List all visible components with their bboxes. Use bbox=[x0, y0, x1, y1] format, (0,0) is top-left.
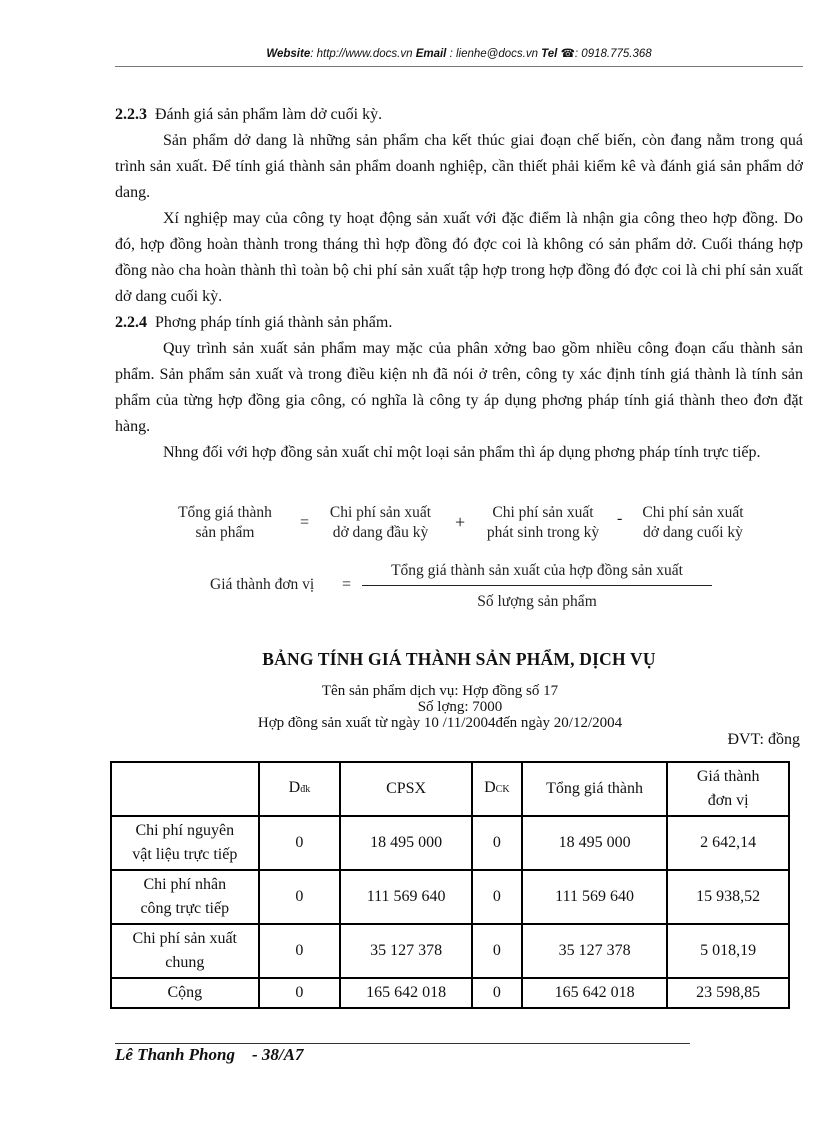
page-number: - 38/A7 bbox=[251, 1045, 304, 1064]
website-label: Website bbox=[266, 48, 311, 60]
formula1-equals: = bbox=[300, 514, 310, 531]
paragraph: Sản phẩm dở dang là những sản phẩm cha kết thúc giai đoạn chế biến, còn đang nằm trong quá trình sản xuất. Để tính giá thành sản phẩm doanh nghiệp, cần thiết phải kiểm kê và đánh giá sản phẩm dở dang. bbox=[115, 132, 803, 201]
fraction-bar bbox=[362, 585, 712, 586]
table-title: BẢNG TÍNH GIÁ THÀNH SẢN PHẨM, DỊCH VỤ bbox=[262, 649, 656, 669]
table-header-row bbox=[111, 762, 789, 816]
paragraph: Xí nghiệp may của công ty hoạt động sản xuất với đặc điểm là nhận gia công theo hợp đồng. Do đó, hợp đồng hoàn thành trong tháng thì hợp đồng đó đợc coi là không có sản phẩm dở. Cuối tháng hợp đồng nào cha hoàn thành thì toàn bộ chi phí sản xuất tập hợp trong hợp đồng đó đợc coi là chi phí sản xuất dở dang cuối kỳ. bbox=[115, 210, 803, 305]
website-value: : http://www.docs.vn bbox=[310, 48, 413, 60]
cell-cpsx: 18 495 000 bbox=[340, 816, 472, 870]
header-divider bbox=[115, 66, 803, 67]
cost-table bbox=[110, 761, 790, 1009]
section-number: 2.2.3 bbox=[115, 106, 147, 123]
formula1-minus: - bbox=[617, 510, 623, 527]
cell-cpsx: 111 569 640 bbox=[340, 870, 472, 924]
cell-d-dk: 0 bbox=[259, 816, 341, 870]
page-header bbox=[115, 46, 803, 60]
formula2-equals: = bbox=[342, 576, 352, 593]
cell-total: 18 495 000 bbox=[522, 816, 668, 870]
table-row bbox=[111, 870, 789, 924]
section-title: Đánh giá sản phẩm làm dở cuối kỳ. bbox=[155, 106, 383, 123]
table-total-row bbox=[111, 978, 789, 1008]
cell-unit-price: 15 938,52 bbox=[667, 870, 789, 924]
total-unit-price: 23 598,85 bbox=[667, 978, 789, 1008]
cell-d-dk: 0 bbox=[259, 924, 341, 978]
cell-d-ck: 0 bbox=[472, 816, 522, 870]
period-line: Hợp đồng sản xuất từ ngày 10 /11/2004đến ngày 20/12/2004 bbox=[257, 715, 623, 731]
total-d-dk: 0 bbox=[259, 978, 341, 1008]
unit-label: ĐVT: đồng bbox=[727, 731, 800, 748]
cell-cpsx: 35 127 378 bbox=[340, 924, 472, 978]
row-label: Chi phí nguyên vật liệu trực tiếp bbox=[111, 816, 259, 870]
footer-divider bbox=[115, 1043, 690, 1044]
header-d-ck: DCK bbox=[472, 762, 522, 816]
tel-value: : 0918.775.368 bbox=[574, 48, 652, 60]
table-row bbox=[111, 816, 789, 870]
phone-icon: ☎ bbox=[560, 48, 575, 60]
quantity-line: Số lợng: 7000 bbox=[417, 699, 503, 715]
paragraph: Nhng đối với hợp đồng sản xuất chỉ một loại sản phẩm thì áp dụng phơng pháp tính trực tiếp. bbox=[163, 444, 761, 461]
cell-total: 111 569 640 bbox=[522, 870, 668, 924]
total-cpsx: 165 642 018 bbox=[340, 978, 472, 1008]
cell-d-ck: 0 bbox=[472, 870, 522, 924]
tel-label: Tel bbox=[541, 48, 558, 60]
body-text bbox=[115, 102, 803, 466]
row-label: Chi phí sản xuất chung bbox=[111, 924, 259, 978]
row-label: Chi phí nhân công trực tiếp bbox=[111, 870, 259, 924]
email-label: Email bbox=[415, 48, 447, 60]
section-number: 2.2.4 bbox=[115, 314, 147, 331]
header-total: Tổng giá thành bbox=[522, 762, 668, 816]
author-name: Lê Thanh Phong bbox=[115, 1045, 235, 1064]
formula1-lhs: Tổng giá thành sản phẩm bbox=[178, 504, 272, 541]
formula1-term3: Chi phí sản xuất dở dang cuối kỳ bbox=[642, 504, 744, 541]
formula2-lhs: Giá thành đơn vị bbox=[210, 576, 315, 593]
header-unit-price: Giá thành đơn vị bbox=[667, 762, 789, 816]
section-heading-224 bbox=[115, 310, 803, 336]
formula2-denominator: Số lượng sản phẩm bbox=[477, 593, 597, 610]
page-footer bbox=[115, 1045, 303, 1065]
header-blank bbox=[111, 762, 259, 816]
formula1-plus: + bbox=[455, 512, 466, 532]
header-d-dk: Dđk bbox=[259, 762, 341, 816]
paragraph: Quy trình sản xuất sản phẩm may mặc của phân xởng bao gồm nhiều công đoạn cấu thành sản phẩm. Sản phẩm sản xuất và trong điều kiện nh đã nói ở trên, công ty xác định tính giá thành là tính sản phẩm của từng hợp đồng gia công, có nghĩa là công ty áp dụng phơng pháp tính giá thành theo đơn đặt hàng. bbox=[115, 340, 803, 435]
cell-unit-price: 2 642,14 bbox=[667, 816, 789, 870]
cell-d-ck: 0 bbox=[472, 924, 522, 978]
section-heading-223 bbox=[115, 102, 803, 128]
section-title: Phơng pháp tính giá thành sản phẩm. bbox=[155, 314, 393, 331]
table-row bbox=[111, 924, 789, 978]
formula1-term1: Chi phí sản xuất dở dang đầu kỳ bbox=[329, 504, 432, 541]
cell-d-dk: 0 bbox=[259, 870, 341, 924]
total-d-ck: 0 bbox=[472, 978, 522, 1008]
formula1-term2: Chi phí sản xuất phát sinh trong kỳ bbox=[486, 504, 600, 541]
cell-unit-price: 5 018,19 bbox=[667, 924, 789, 978]
total-label: Cộng bbox=[111, 978, 259, 1008]
product-line: Tên sản phẩm dịch vụ: Hợp đồng số 17 bbox=[321, 683, 559, 699]
email-value: : lienhe@docs.vn bbox=[449, 48, 538, 60]
total-total: 165 642 018 bbox=[522, 978, 668, 1008]
formula2-numerator: Tổng giá thành sản xuất của hợp đồng sản xuất bbox=[391, 562, 683, 579]
header-cpsx: CPSX bbox=[340, 762, 472, 816]
cell-total: 35 127 378 bbox=[522, 924, 668, 978]
